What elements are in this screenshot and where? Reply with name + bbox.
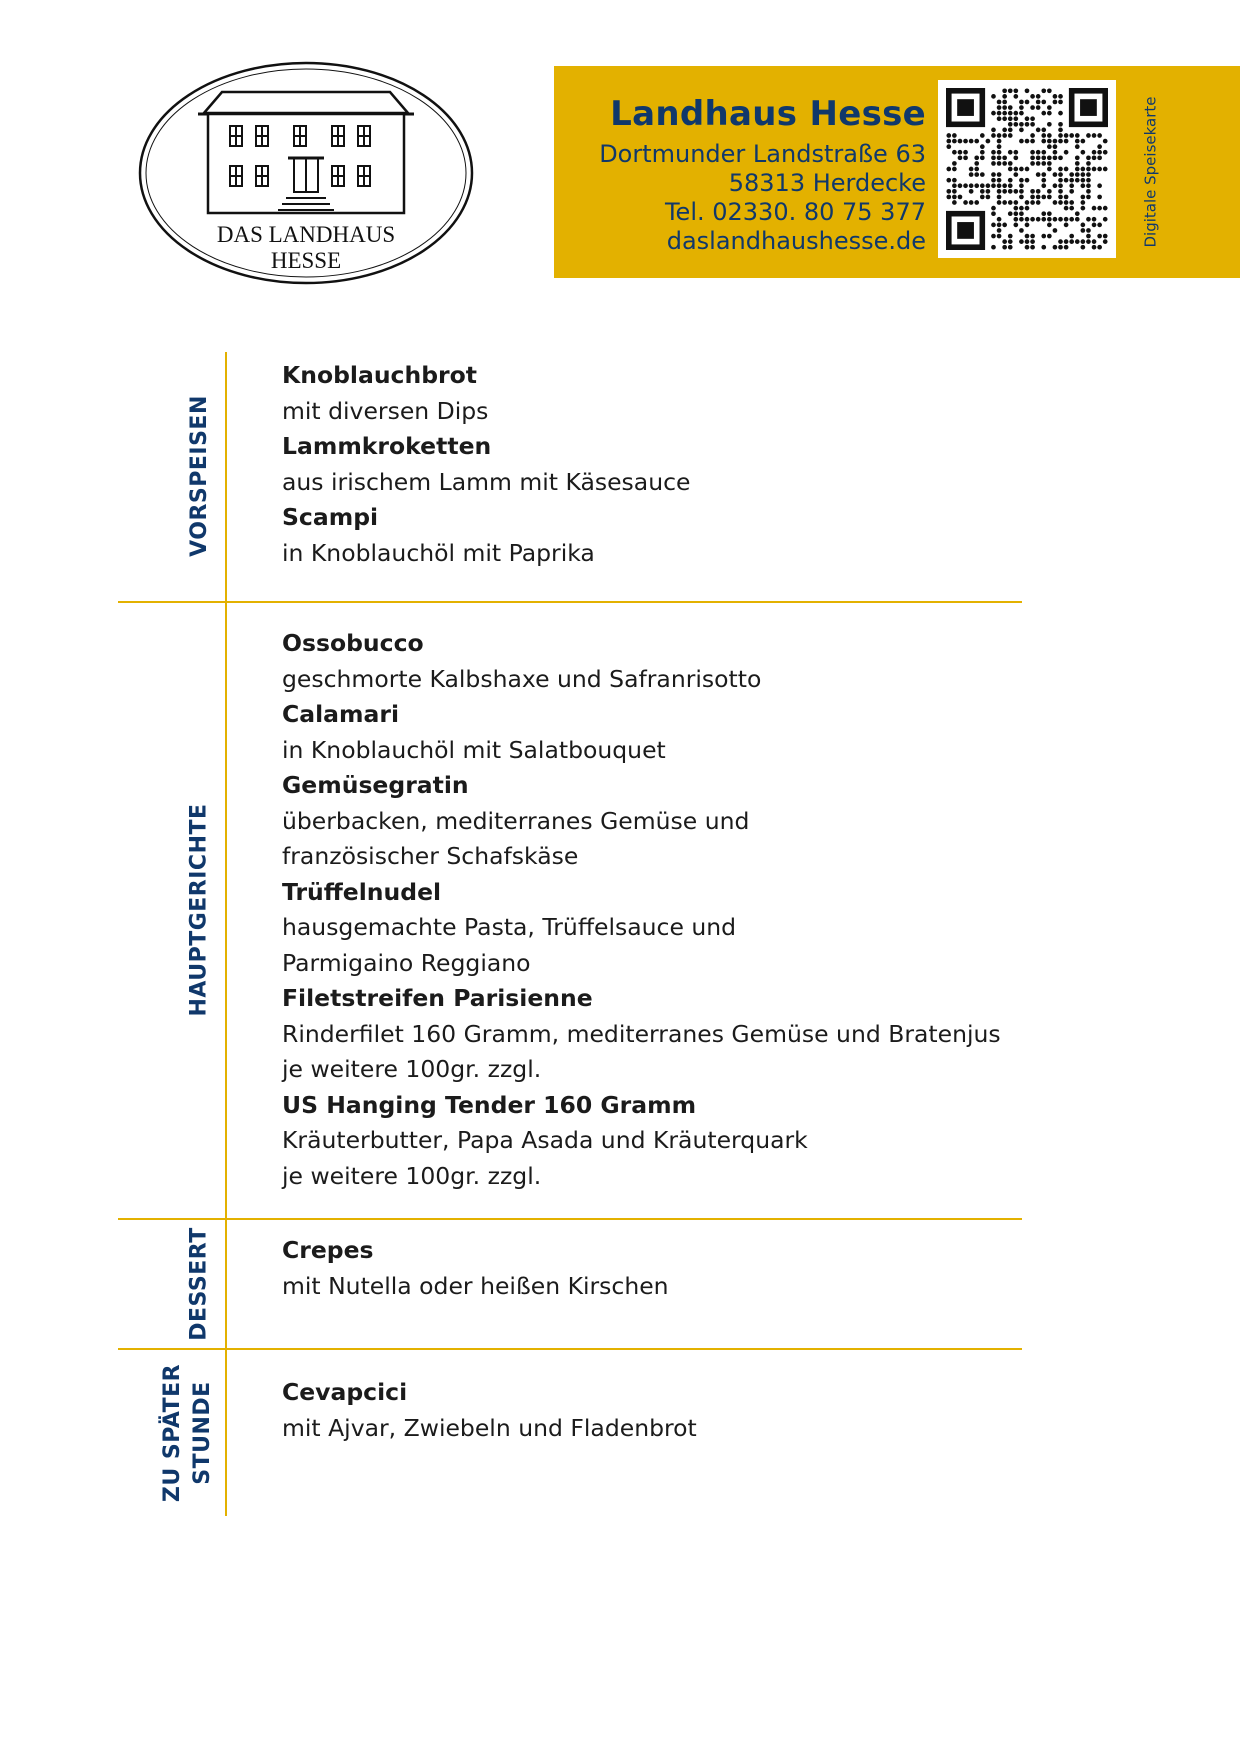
phone[interactable]: Tel. 02330. 80 75 377 — [664, 198, 926, 226]
dish-desc: Rinderfilet 160 Gramm, mediterranes Gemüse und Bratenjus — [282, 1019, 1001, 1048]
category-label: HAUPTGERICHTE — [187, 803, 212, 1017]
category-vorspeisen — [172, 352, 228, 600]
category-zu-spaeter-stunde — [150, 1350, 226, 1516]
dish-name: Scampi — [282, 503, 379, 531]
website-link[interactable]: daslandhaushesse.de — [666, 227, 926, 255]
dish-name: US Hanging Tender 160 Gramm — [282, 1090, 697, 1119]
dish-name: Filetstreifen Parisienne — [282, 984, 593, 1012]
qr-label-text: Digitale Speisekarte — [1142, 96, 1160, 248]
dish-desc: in Knoblauchöl mit Salatbouquet — [282, 735, 666, 764]
dish-name: Lammkroketten — [282, 432, 492, 460]
category-label: VORSPEISEN — [187, 395, 212, 557]
dish-desc: aus irischem Lamm mit Käsesauce — [282, 467, 691, 496]
dish-desc: hausgemachte Pasta, Trüffelsauce und — [282, 913, 737, 941]
category-label: DESSERT — [187, 1226, 213, 1341]
dish-desc: mit Ajvar, Zwiebeln und Fladenbrot — [282, 1413, 697, 1442]
dish-name: Gemüsegratin — [282, 771, 469, 799]
dish-desc: mit diversen Dips — [282, 396, 489, 425]
restaurant-name: Landhaus Hesse — [610, 94, 926, 134]
city: 58313 Herdecke — [728, 169, 926, 197]
divider — [118, 1348, 1022, 1350]
dish-name: Cevapcici — [282, 1378, 408, 1406]
qr-label — [1124, 66, 1178, 278]
dish-desc: Kräuterbutter, Papa Asada und Kräuterquark — [282, 1126, 808, 1154]
dish-desc: in Knoblauchöl mit Paprika — [282, 538, 595, 567]
street: Dortmunder Landstraße 63 — [599, 140, 926, 168]
section-zu-spaeter-stunde — [282, 1375, 1042, 1446]
logo-line2: HESSE — [270, 248, 342, 273]
dish-desc: überbacken, mediterranes Gemüse und — [282, 806, 750, 835]
dish-desc: geschmorte Kalbshaxe und Safranrisotto — [282, 664, 762, 693]
logo-line1: DAS LANDHAUS — [216, 222, 396, 247]
dish-name: Calamari — [282, 700, 400, 728]
dish-name: Knoblauchbrot — [282, 361, 477, 389]
category-label — [158, 1364, 218, 1502]
category-label-line1: ZU SPÄTER — [160, 1363, 185, 1503]
restaurant-logo — [136, 58, 476, 288]
category-hauptgerichte — [172, 603, 228, 1217]
dish-name: Ossobucco — [282, 629, 424, 657]
address-block — [599, 94, 926, 256]
qr-code-icon[interactable] — [938, 80, 1116, 258]
dish-desc: mit Nutella oder heißen Kirschen — [282, 1271, 669, 1300]
divider — [118, 1218, 1022, 1220]
dish-desc: je weitere 100gr. zzgl. — [282, 1161, 542, 1190]
contact-header — [554, 66, 1240, 278]
dish-name: Trüffelnudel — [282, 877, 442, 906]
dish-desc: französischer Schafskäse — [282, 842, 579, 870]
section-dessert — [282, 1233, 1042, 1304]
dish-desc: Parmigaino Reggiano — [282, 948, 531, 977]
section-hauptgerichte — [282, 626, 1042, 1194]
dish-name: Crepes — [282, 1236, 374, 1264]
divider — [118, 601, 1022, 603]
dish-desc: je weitere 100gr. zzgl. — [282, 1055, 542, 1083]
category-dessert — [172, 1220, 228, 1347]
section-vorspeisen — [282, 358, 1042, 571]
category-label-line2: STUNDE — [190, 1381, 215, 1485]
